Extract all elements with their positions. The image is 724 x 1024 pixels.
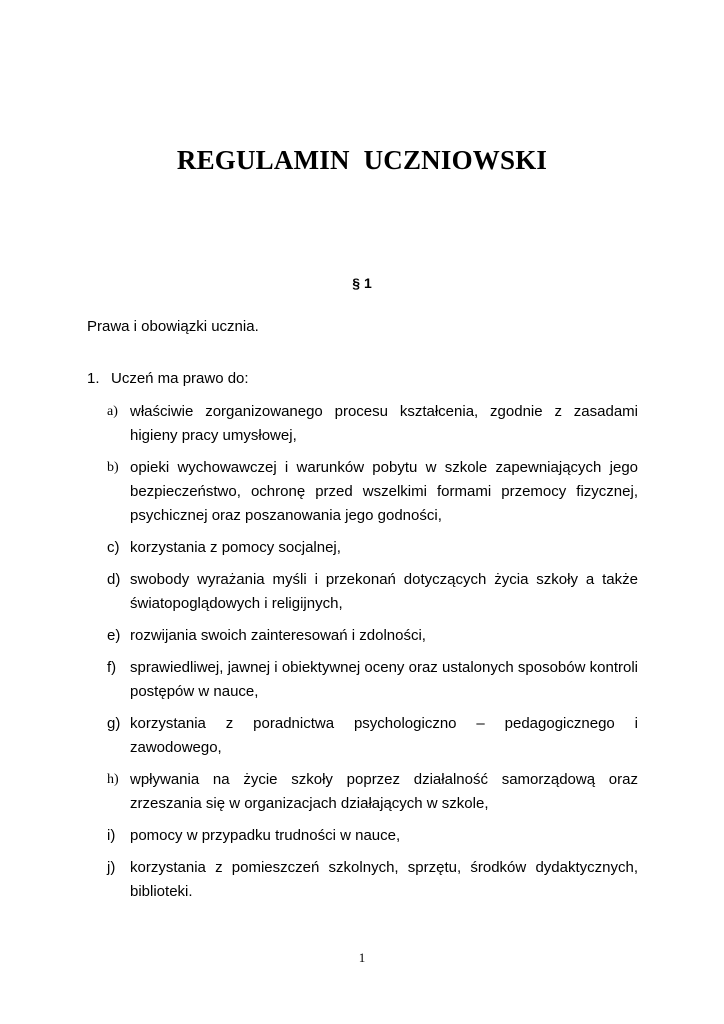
list-marker: c) [107,539,120,556]
list-item [107,536,638,560]
point-number: 1. [87,370,100,387]
list-marker: j) [107,859,116,876]
list-item-text: pomocy w przypadku trudności w nauce, [130,827,401,844]
list-item [107,856,638,904]
list-marker: f) [107,659,117,676]
numbered-point [87,370,249,387]
list-item [107,656,638,704]
page-number: 1 [358,950,366,965]
list-item-text: opieki wychowawczej i warunków pobytu w szkole zapewniających jego bezpieczeństwo, ochronę przed wszelkimi formami przemocy fizycznej, psychicznej oraz poszanowania jego godności, [130,459,638,524]
list-item-text: korzystania z poradnictwa psychologiczno – pedagogicznego i zawodowego, [130,715,638,756]
list-item-text: korzystania z pomieszczeń szkolnych, sprzętu, środków dydaktycznych, biblioteki. [130,859,638,900]
document-title: REGULAMIN UCZNIOWSKI [176,145,548,175]
list-marker: b) [107,460,119,475]
section-subtitle: Prawa i obowiązki ucznia. [87,318,259,335]
list-item-text: korzystania z pomocy socjalnej, [130,539,341,556]
list-marker: g) [107,715,121,732]
list-item [107,568,638,616]
list-item-text: rozwijania swoich zainteresowań i zdolności, [130,627,426,644]
point-text: Uczeń ma prawo do: [111,370,249,387]
list-marker: a) [107,404,118,419]
list-item-text: właściwie zorganizowanego procesu kształcenia, zgodnie z zasadami higieny pracy umysłowej, [130,403,638,444]
list-marker: i) [107,827,116,844]
list-item-text: swobody wyrażania myśli i przekonań dotyczących życia szkoły a także światopoglądowych i religijnych, [130,571,638,612]
list-item [107,456,638,528]
list-item [107,624,638,648]
rights-list [107,400,638,912]
list-marker: h) [107,772,119,787]
list-item [107,824,638,848]
section-heading: § 1 [352,275,372,291]
list-item [107,768,638,816]
list-item [107,400,638,448]
list-item-text: wpływania na życie szkoły poprzez działalność samorządową oraz zrzeszania się w organizacjach działających w szkole, [130,771,638,812]
list-marker: e) [107,627,121,644]
list-item-text: sprawiedliwej, jawnej i obiektywnej oceny oraz ustalonych sposobów kontroli postępów w nauce, [130,659,638,700]
list-item [107,712,638,760]
list-marker: d) [107,571,121,588]
